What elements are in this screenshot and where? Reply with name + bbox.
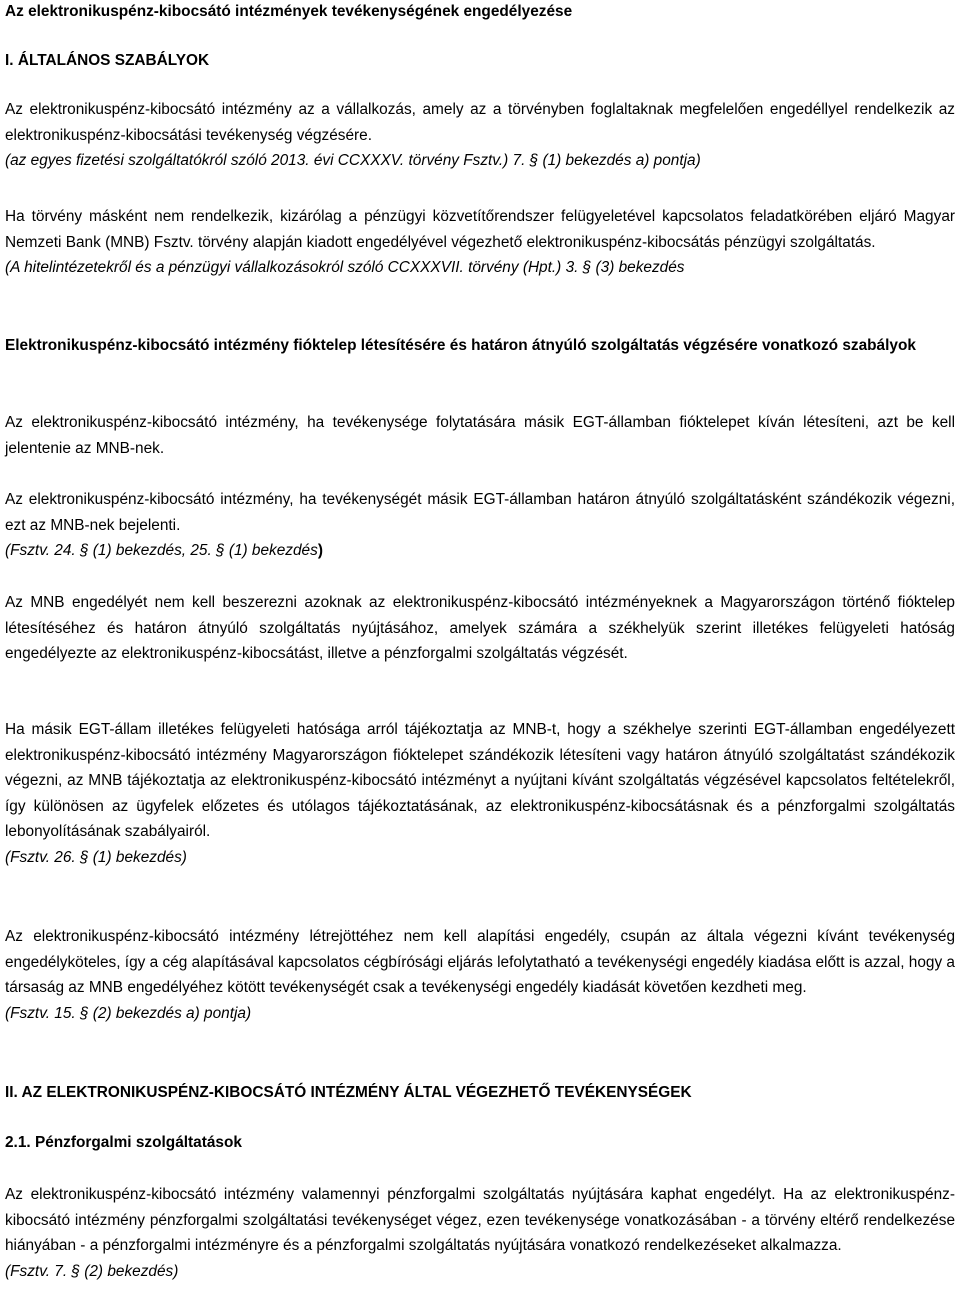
section-1-paragraph-6 [5, 717, 955, 871]
legal-reference: (Fsztv. 7. § (2) bekezdés) [5, 1262, 179, 1280]
section-1-heading: I. ÁLTALÁNOS SZABÁLYOK [5, 52, 210, 69]
section-1-subheading: Elektronikuspénz-kibocsátó intézmény fióktelep létesítésére és határon átnyúló szolgáltatás végzésére vonatkozó szabályok [5, 337, 916, 354]
legal-reference: (Fsztv. 15. § (2) bekezdés a) pontja) [5, 1004, 252, 1022]
paragraph-text: Ha másik EGT-állam illetékes felügyeleti hatósága arról tájékoztatja az MNB-t, hogy a székhelye szerinti EGT-államban engedélyezett elektronikuspénz-kibocsátó intézmény Magyarországon fióktelepet szándékozik létesíteni vagy határon átnyúló szolgáltatást szándékozik végezni, az MNB tájékoztatja az elektronikuspénz-kibocsátó intézményt a nyújtani kívánt szolgáltatás végzésével kapcsolatos feltételekről, így különösen az ügyfelek előzetes és utólagos tájékoztatásának, az elektronikuspénz-kibocsátásnak és a pénzforgalmi szolgáltatás lebonyolításának szabályairól. [5, 721, 955, 841]
paragraph-text: Az elektronikuspénz-kibocsátó intézmény az a vállalkozás, amely az a törvényben foglaltaknak megfelelően engedéllyel rendelkezik az elektronikuspénz-kibocsátási tevékenység végzésére. [5, 101, 955, 144]
section-1-paragraph-3: Az elektronikuspénz-kibocsátó intézmény, ha tevékenysége folytatására másik EGT-államban fióktelepet kíván létesíteni, azt be kell jelentenie az MNB-nek. [5, 414, 955, 457]
section-2-1-heading: 2.1. Pénzforgalmi szolgáltatások [5, 1134, 242, 1151]
paragraph-text: Az elektronikuspénz-kibocsátó intézmény, ha tevékenységét másik EGT-államban határon átnyúló szolgáltatásként szándékozik végezni, ezt az MNB-nek bejelenti. [5, 491, 955, 534]
section-1-paragraph-2 [5, 204, 955, 281]
legal-reference: (Fsztv. 26. § (1) bekezdés) [5, 848, 187, 866]
paragraph-text: Az elektronikuspénz-kibocsátó intézmény valamennyi pénzforgalmi szolgáltatás nyújtására kaphat engedélyt. Ha az elektronikuspénz-kibocsátó intézmény pénzforgalmi szolgáltatási tevékenységet végez, ezen tevékenysége vonatkozásában - a törvény eltérő rendelkezése hiányában - a pénzforgalmi intézményre és a pénzforgalmi szolgáltatás nyújtására vonatkozó rendelkezéseket alkalmazza. [5, 1186, 955, 1255]
section-2-paragraph-1 [5, 1182, 955, 1284]
legal-reference [5, 538, 955, 564]
document-title: Az elektronikuspénz-kibocsátó intézmények tevékenységének engedélyezése [5, 3, 573, 20]
legal-reference: (A hitelintézetekről és a pénzügyi vállalkozásokról szóló CCXXXVII. törvény (Hpt.) 3. § (3) bekezdés [5, 259, 685, 277]
section-1-paragraph-1 [5, 97, 955, 174]
paragraph-text: Ha törvény másként nem rendelkezik, kizárólag a pénzügyi közvetítőrendszer felügyeletével kapcsolatos feladatkörében eljáró Magyar Nemzeti Bank (MNB) Fsztv. törvény alapján kiadott engedélyével végezhető elektronikuspénz-kibocsátás pénzügyi szolgáltatás. [5, 208, 955, 251]
legal-reference: (az egyes fizetési szolgáltatókról szóló 2013. évi CCXXXV. törvény Fsztv.) 7. § (1) bekezdés a) pontja) [5, 152, 701, 170]
legal-reference-close: ) [317, 542, 323, 560]
legal-reference-text: (Fsztv. 24. § (1) bekezdés, 25. § (1) bekezdés [5, 542, 318, 560]
section-2-heading: II. AZ ELEKTRONIKUSPÉNZ-KIBOCSÁTÓ INTÉZMÉNY ÁLTAL VÉGEZHETŐ TEVÉKENYSÉGEK [5, 1084, 692, 1101]
section-1-paragraph-5: Az MNB engedélyét nem kell beszerezni azoknak az elektronikuspénz-kibocsátó intézményeknek a Magyarországon történő fióktelep létesítéséhez és határon átnyúló szolgáltatás nyújtásához, amelyek számára a székhelyük szerint illetékes felügyeleti hatóság engedélyezte az elektronikuspénz-kibocsátást, illetve a pénzforgalmi szolgáltatás végzését. [5, 594, 955, 663]
paragraph-text: Az elektronikuspénz-kibocsátó intézmény létrejöttéhez nem kell alapítási engedély, csupán az általa végezni kívánt tevékenység engedélyköteles, így a cég alapításával kapcsolatos cégbírósági eljárás lefolytatható a tevékenységi engedély kiadása előtt is azzal, hogy a társaság az MNB engedélyéhez kötött tevékenységét csak a tevékenységi engedély kiadását követően kezdheti meg. [5, 928, 955, 997]
section-1-paragraph-7 [5, 924, 955, 1026]
section-1-paragraph-4 [5, 487, 955, 564]
